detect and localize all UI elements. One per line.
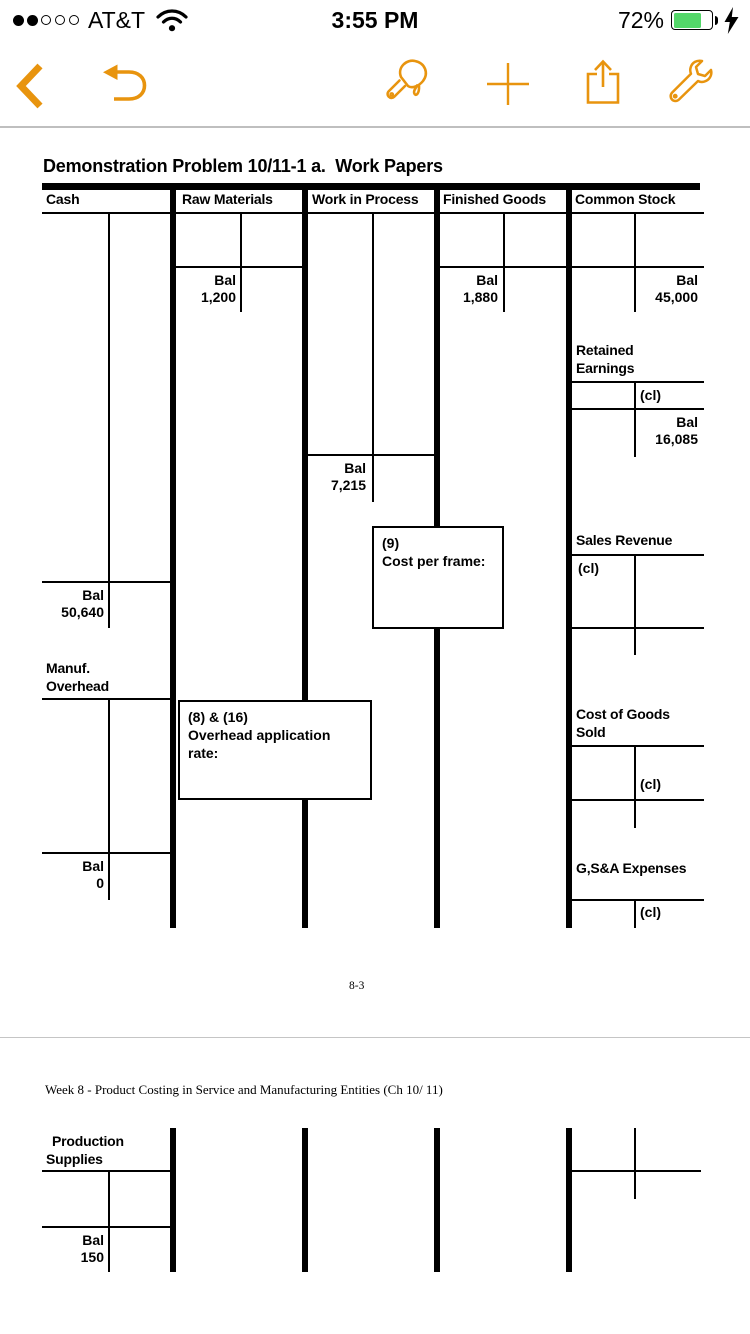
account-title-sales-revenue: Sales Revenue [576, 532, 673, 548]
balance-rule [42, 852, 170, 854]
column-divider [434, 1128, 440, 1272]
column-divider [302, 1128, 308, 1272]
annotate-button[interactable] [383, 57, 433, 112]
t-account-top-line [572, 554, 704, 556]
column-divider [302, 183, 308, 928]
t-account-stem [634, 899, 636, 928]
balance-cash: Bal 50,640 [61, 587, 104, 620]
t-account-stem [634, 212, 636, 312]
balance-rule [572, 266, 704, 268]
t-account-top-line [42, 698, 170, 700]
carrier-label: AT&T [88, 7, 146, 33]
closing-entry-mark: (cl) [640, 776, 661, 792]
balance-rule [42, 581, 170, 583]
account-title-finished-goods: Finished Goods [443, 191, 546, 207]
t-account-top-line [176, 212, 302, 214]
balance-raw-materials: Bal 1,200 [200, 272, 236, 305]
balance-rule [572, 408, 704, 410]
balance-finished-goods: Bal 1,880 [462, 272, 498, 305]
t-account-top-line [572, 1170, 701, 1172]
balance-production-supplies: Bal 150 [80, 1232, 104, 1265]
clock: 3:55 PM [331, 7, 419, 33]
balance-manuf-overhead: Bal 0 [82, 858, 104, 891]
t-account-top-line [308, 212, 434, 214]
t-account-top-line [572, 381, 704, 383]
column-divider [170, 183, 176, 928]
account-title-cash: Cash [46, 191, 80, 207]
account-title-work-in-process: Work in Process [312, 191, 419, 207]
paint-brush-icon [383, 57, 433, 109]
charging-bolt-icon [723, 7, 740, 39]
balance-rule [440, 266, 566, 268]
t-account-stem [108, 212, 110, 628]
note-box-overhead-rate [178, 700, 372, 800]
closing-entry-mark: (cl) [578, 560, 599, 576]
balance-work-in-process: Bal 7,215 [330, 460, 366, 493]
account-title-production-supplies-line1: Production [52, 1133, 124, 1149]
toolbar-divider [0, 126, 750, 128]
undo-button[interactable] [102, 64, 152, 109]
page2-header: Week 8 - Product Costing in Service and Manufacturing Entities (Ch 10/ 11) [45, 1082, 443, 1097]
document-title: Demonstration Problem 10/11-1 a. Work Papers [43, 156, 443, 176]
tools-button[interactable] [666, 58, 716, 109]
t-account-stem [503, 212, 505, 312]
note-text: Overhead application [188, 727, 331, 743]
balance-rule [42, 1226, 170, 1228]
note-ref: (8) & (16) [188, 709, 248, 725]
back-button[interactable] [14, 61, 44, 114]
column-divider [170, 1128, 176, 1272]
account-title-raw-materials: Raw Materials [182, 191, 273, 207]
balance-rule [572, 627, 704, 629]
note-ref: (9) [382, 535, 400, 551]
t-account-top-line [572, 212, 704, 214]
balance-rule [308, 454, 434, 456]
share-button[interactable] [585, 59, 621, 108]
closing-entry-mark: (cl) [640, 904, 661, 920]
share-icon [585, 59, 621, 105]
wrench-icon [666, 58, 716, 106]
t-account-top-line [42, 212, 170, 214]
t-account-stem [240, 212, 242, 312]
undo-arrow-icon [102, 64, 152, 106]
account-title-cogs: Cost of Goods Sold [576, 706, 670, 740]
plus-icon [485, 61, 531, 107]
balance-rule [176, 266, 302, 268]
t-account-stem [372, 212, 374, 502]
table-top-rule [42, 183, 700, 190]
account-title-gsa-expenses: G,S&A Expenses [576, 860, 687, 876]
t-account-stem [108, 698, 110, 900]
account-title-common-stock: Common Stock [575, 191, 676, 207]
t-account-stem [634, 1128, 636, 1199]
slide-page-number: 8-3 [349, 980, 365, 992]
t-account-top-line [42, 1170, 170, 1172]
note-text: Cost per frame: [382, 553, 486, 569]
closing-entry-mark: (cl) [640, 387, 661, 403]
t-account-stem [108, 1170, 110, 1272]
account-title-production-supplies-line2: Supplies [46, 1151, 103, 1167]
t-account-top-line [572, 899, 704, 901]
battery-percent: 72% [617, 7, 664, 33]
balance-common-stock: Bal 45,000 [655, 272, 698, 305]
note-text: rate: [188, 745, 219, 761]
account-title-manuf-overhead: Manuf. Overhead [46, 660, 109, 694]
chevron-left-icon [14, 61, 44, 111]
note-box-cost-per-frame [372, 526, 504, 629]
column-divider [566, 1128, 572, 1272]
balance-retained-earnings: Bal 16,085 [655, 414, 698, 447]
t-account-stem [634, 745, 636, 828]
t-account-top-line [572, 745, 704, 747]
account-title-retained-earnings: Retained Earnings [576, 342, 635, 376]
balance-rule [572, 799, 704, 801]
column-divider [566, 183, 572, 928]
add-button[interactable] [485, 61, 531, 110]
page-separator [0, 1037, 750, 1038]
t-account-stem [634, 381, 636, 457]
t-account-stem [634, 554, 636, 655]
